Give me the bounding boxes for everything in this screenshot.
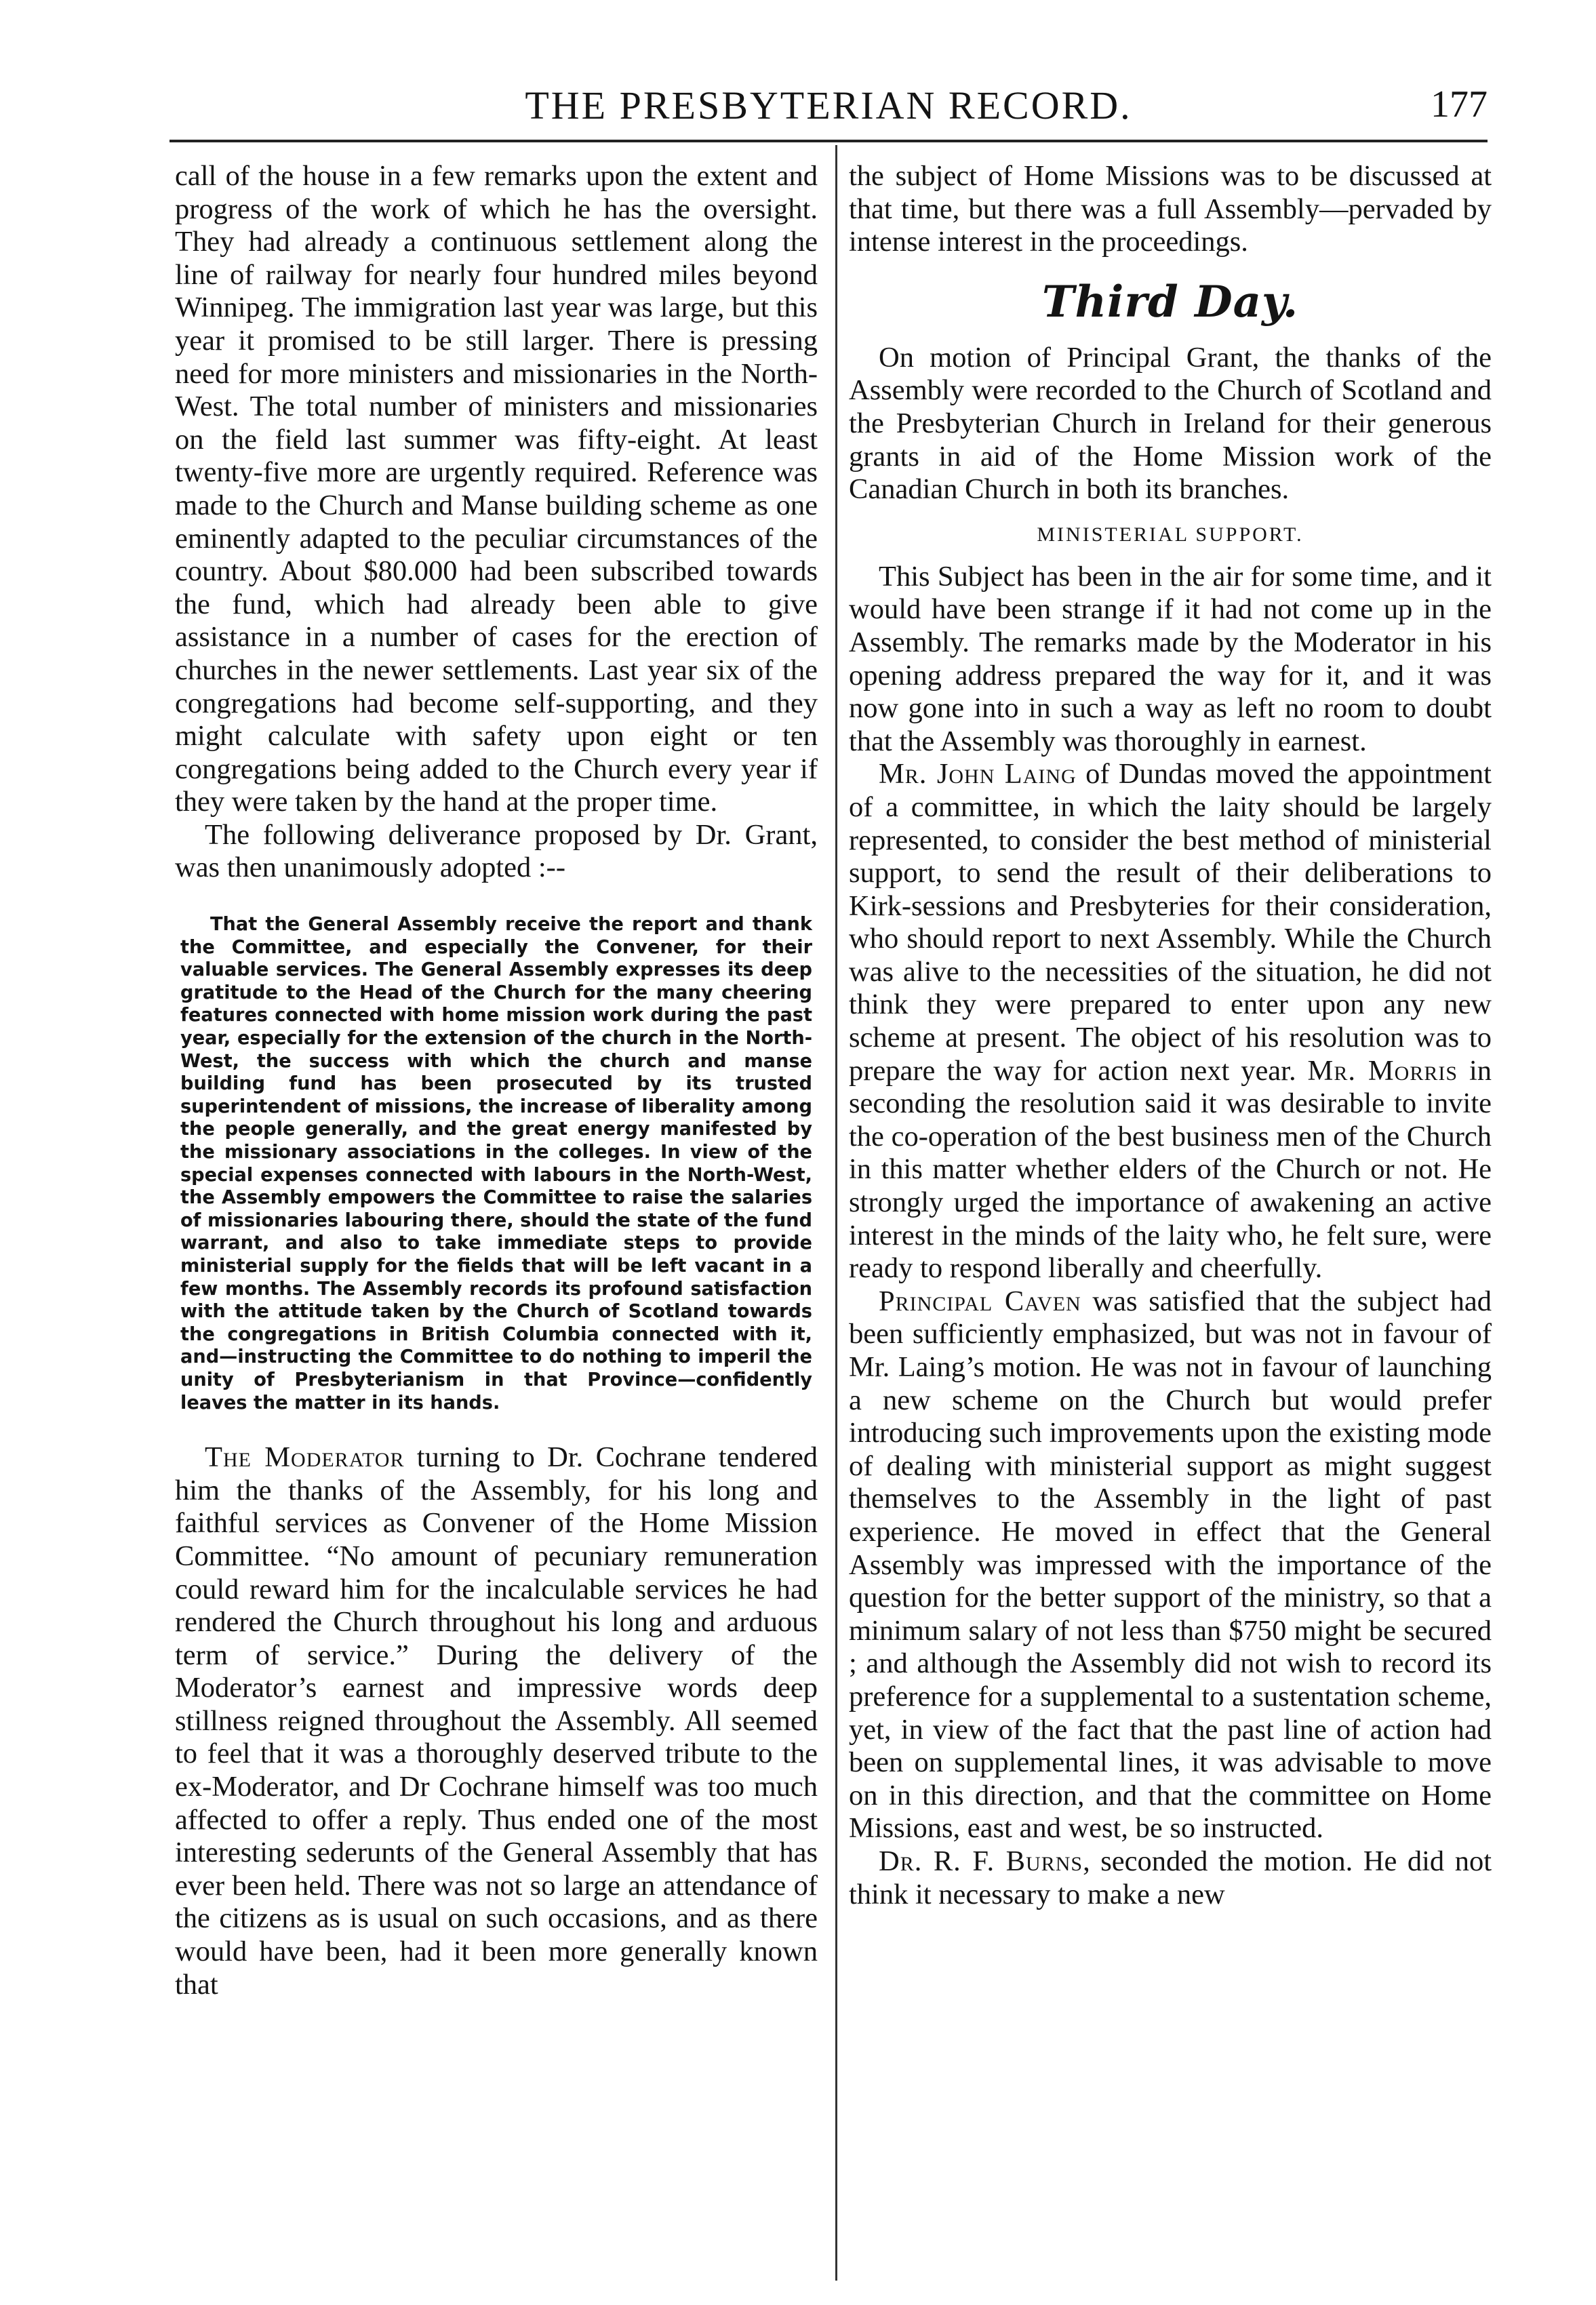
resolution-text: That the General Assembly receive the report and thank the Committee, and especially the Convener, for their valuable services. The General Assembly expresses its deep gratitude to the Head of the Church for the many cheering features connected with home mission work during the past year, especially for the extension of the church in the North-West, the success with which the church and manse building fund has been prosecuted by its trusted superintendent of missions, the increase of liberality among the people generally, and the great energy manifested by the missionary associations in the colleges. In view of the special expenses connected with labours in the North-West, the Assembly empowers the Committee to raise the salaries of missionaries labouring there, should the state of the fund warrant, and also to take immediate steps to provide ministerial supply for the fields that will be left vacant in a few months. The Assembly records its profound satisfaction with the attitude taken by the Church of Scotland towards the congregations in British Columbia connected with it, and—instructing the Committee to do nothing to imperil the unity of Presbyterianism in that Province—confidently leaves the matter in its hands. xyxy=(180,914,812,1414)
paragraph: This Subject has been in the air for some time, and it would have been strange if it had not come up in the Assembly. The remarks made by the Moderator in his opening address prepared the way for it, and it was now gone into in such a way as left no room to doubt that the Assembly was thoroughly in earnest. xyxy=(849,560,1492,757)
page-number: 177 xyxy=(1431,83,1488,125)
right-column xyxy=(849,160,1492,1911)
paragraph-text: turning to Dr. Cochrane tendered him the thanks of the Assembly, for his long and faithful services as Convener of the Home Mission Committee. “No amount of pecuniary remuneration could reward him for the incalculable services he had rendered the Church throughout his long and arduous term of service.” During the delivery of the Moderator’s earnest and impressive words deep stillness reigned throughout the Assembly. All seemed to feel that it was a thoroughly deserved tribute to the ex-Moderator, and Dr Cochrane himself was too much affected to offer a reply. Thus ended one of the most interesting sederunts of the General Assembly that has ever been held. There was not so large an attendance of the citizens as is usual on such occasions, and as there would have been, had it been more generally known that xyxy=(175,1441,818,2001)
paragraph: On motion of Principal Grant, the thanks of the Assembly were recorded to the Church of Scotland and the Presbyterian Church in Ireland for their generous grants in aid of the Home Mission work of the Canadian Church in both its branches. xyxy=(849,341,1492,506)
paragraph: The following deliverance proposed by Dr. Grant, was then unanimously adopted :-- xyxy=(175,818,818,884)
paragraph-text: was satisfied that the subject had been sufficiently emphasized, but was not in favour of Mr. Laing’s motion. He was not in favour of launching a new scheme on the Church but would prefer introducing such improvements upon the existing mode of dealing with ministerial support as might suggest themselves to the Assembly in the light of past experience. He moved in effect that the General Assembly was impressed with the importance of the question for the better support of the ministry, so that a minimum salary of not less than $750 might be secured ; and although the Assembly did not wish to record its preference for a supplemental to a sustentation scheme, yet, in view of the fact that the past line of action had been on supplemental lines, it was advisable to move on in this direction, and that the committee on Home Missions, east and west, be so instructed. xyxy=(849,1285,1492,1845)
speaker-name: Mr. Morris xyxy=(1307,1054,1458,1087)
paragraph: call of the house in a few remarks upon the extent and progress of the work of which he has the oversight. They had already a continuous settlement along the line of railway for nearly four hundred miles beyond Winnipeg. The immigration last year was large, but this year it promised to be still larger. There is pressing need for more ministers and missionaries in the North-West. The total number of ministers and missionaries on the field last summer was fifty-eight. At least twenty-five more are urgently required. Reference was made to the Church and Manse building scheme as one eminently adapted to the peculiar circumstances of the country. About $80.000 had been subscribed towards the fund, which had already been able to give assistance in a number of cases for the erection of churches in the newer settlements. Last year six of the congregations had become self-supporting, and they might calculate with safety upon eight or ten congregations being added to the Church every year if they were taken by the hand at the proper time. xyxy=(175,160,818,818)
header-rule xyxy=(169,140,1488,142)
paragraph-text: in seconding the resolution said it was desirable to invite the co-operation of the best business men of the Church in this matter whether elders of the Church or not. He strongly urged the importance of awakening an active interest in the minds of the laity who, he felt sure, were ready to respond liberally and cheerfully. xyxy=(849,1054,1492,1285)
paragraph xyxy=(849,1285,1492,1845)
subheading: MINISTERIAL SUPPORT. xyxy=(1037,523,1304,546)
paragraph-text: , seconded the motion. He did not think it necessary to make a new xyxy=(849,1845,1492,1910)
paragraph: the subject of Home Missions was to be discussed at that time, but there was a full Assembly—pervaded by intense interest in the proceedings. xyxy=(849,160,1492,258)
paragraph xyxy=(849,1845,1492,1911)
running-title: THE PRESBYTERIAN RECORD. xyxy=(525,83,1132,127)
paragraph xyxy=(175,1441,818,2001)
speaker-name: Dr. R. F. Burns xyxy=(879,1845,1083,1877)
page-header xyxy=(169,73,1488,134)
paragraph xyxy=(849,758,1492,1285)
left-column xyxy=(175,160,818,2001)
speaker-name: Principal Caven xyxy=(879,1285,1081,1317)
column-divider xyxy=(835,145,837,2281)
speaker-name: Mr. John Laing xyxy=(879,758,1077,790)
paragraph-text: of Dundas moved the appointment of a committee, in which the laity should be largely represented, to consider the best method of ministerial support, to send the result of their deliberations to Kirk-sessions and Presbyteries for their consideration, who should report to next Assembly. While the Church was alive to the necessities of the situation, he did not think they were prepared to enter upon any new scheme at present. The object of his resolution was to prepare the way for action next year. xyxy=(849,758,1492,1087)
speaker-name: The Moderator xyxy=(205,1441,405,1474)
section-heading: Third Day. xyxy=(1041,276,1299,327)
